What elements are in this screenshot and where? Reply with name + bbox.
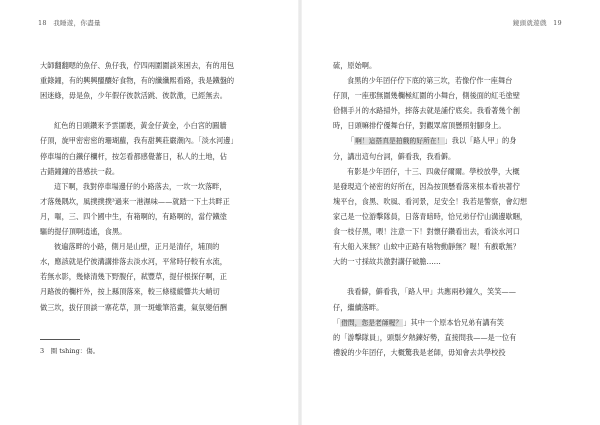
text-line <box>333 315 565 330</box>
right-body-text <box>333 58 565 360</box>
text-line <box>333 284 565 299</box>
text-line <box>40 209 272 224</box>
text-line <box>40 118 272 133</box>
footnote-rule <box>40 339 80 340</box>
text-line-content: 仔，繼續落畔。 <box>333 302 384 312</box>
text-line-content: 「 <box>333 317 341 327</box>
text-line <box>40 73 272 88</box>
text-line-content: 大的一寸採故共激對講仔破膽…… <box>333 257 441 267</box>
text-line <box>40 103 272 118</box>
text-line <box>333 224 565 239</box>
text-line <box>333 118 565 133</box>
text-line <box>40 149 272 164</box>
text-line-content: 的「游擊隊員」，頭鬃夕熱鍊好勢，直接問我——是一位有 <box>333 332 517 342</box>
highlighted-dialogue: 啊！這搭真是拍戲的好所在！ <box>355 137 444 146</box>
left-running-header <box>38 18 101 27</box>
text-line-content: 是發現這个祕密的好所在，因為按頂懸看落來根本看袂著佇 <box>333 181 520 191</box>
footnote: 3 圈 tshing：傷。 <box>40 347 100 355</box>
text-line <box>40 224 272 239</box>
text-line <box>333 269 565 284</box>
text-line <box>40 239 272 254</box>
text-line-content: 大師翻翻嗯的魚仔、魚仔我，佇四兩圍圍談來困去，有的用包 <box>40 61 235 70</box>
text-line-content: 困迷綠，毋是魚，少年假仔彼款活跳、彼款激，已經無去。 <box>40 91 227 101</box>
text-line <box>40 164 272 179</box>
text-line <box>40 88 272 103</box>
text-line <box>40 133 272 148</box>
text-line-content: 塊平台，食黑、吹風、看河景，足安全！我若是警察，會幻想 <box>333 196 528 206</box>
text-line <box>333 194 565 209</box>
left-page-number: 18 <box>38 19 47 27</box>
text-line-content: 紅色的日頭鑽來予雲圍裹，黃金仔黃金，小白宮的圓牆 <box>54 121 227 131</box>
text-line-content: 仔頂，一座那無圍幾欄極紅圍的小舞台，側後面的紅毛塗壁 <box>333 91 520 101</box>
text-line <box>333 300 565 315</box>
left-body-text <box>40 58 272 315</box>
text-line <box>333 133 565 148</box>
text-line-content: 仔頂，旋甲密密密的珊瑚蘿，我有甜興莊嚴潮內。「淡水河邊」 <box>40 136 238 146</box>
text-line-content: 才落幾隅坎，風撲撲撲³過來一港濕味——就踏一下土共畔正 <box>40 196 230 206</box>
right-page-number: 19 <box>553 19 562 27</box>
text-line-content: 佮側手爿的水路掃外，摔落去就是誧佇底矣。我看著幾个創 <box>333 106 520 116</box>
text-line <box>333 209 565 224</box>
text-line-content: 水，應該就是佇彼溝講排落去淡水河，平常時仔較有水流， <box>40 257 227 267</box>
text-line <box>333 164 565 179</box>
text-line-content: 家己是一位游擊隊員，日落青暗時，恰兄弟仔佇山溝邊歇睏， <box>333 211 528 221</box>
text-line-content: 食一枝仔黑，喂！注意一下！對懷仔鑽看出去，看淡水河口 <box>333 227 520 237</box>
text-line <box>40 269 272 284</box>
text-line-content: 月路彼的欄杆外，按上縣頂落來，較三條樣縱響共大峭切 <box>40 287 220 297</box>
text-line-continuation: 」其中一个原本恰兄弟有講有笑 <box>403 317 504 327</box>
text-line-content: 時，日頭嘛排佇優舞台仔，對觀眾席頂懸照射腳身上。 <box>333 121 506 131</box>
text-line <box>333 330 565 345</box>
text-line <box>40 179 272 194</box>
text-line <box>333 239 565 254</box>
text-line-content: 「 <box>347 136 355 146</box>
text-line-content: 我看僻，僻看我，「路人甲」共應兩秒鐘久，笑笑—— <box>347 287 516 297</box>
text-line-content: 重錄鐘，有的興興醞釀好食物，有的纖纖熙看路，我是鐵盤的 <box>40 76 235 86</box>
text-line-content: 停車場的白鐵仔欄杆，按怎看都感覺蕃日，私人的土地，佔 <box>40 151 227 161</box>
text-line-content: 這下啊，我對停車場邊仔的小路落去，一坎一坎落畔， <box>54 181 227 191</box>
text-line <box>333 254 565 269</box>
highlighted-dialogue: 借問，您是老師喔？ <box>341 318 403 327</box>
text-line-content: 分，講出這句台詞，僻看我，我看僻。 <box>333 151 456 161</box>
text-line <box>333 179 565 194</box>
right-running-head-title: 鏡頭就遊戲 <box>512 19 547 27</box>
text-line <box>333 73 565 88</box>
text-line-continuation: 」我以「路人甲」的身 <box>444 136 517 146</box>
text-line-content: 月，嘔，三、四个國中生，有箱啊的，有路啊的，當佇鐵塗 <box>40 211 227 221</box>
text-line-content: 食黑的少年囝仔佇下底的第三坎，若像佇作一座舞台 <box>347 76 513 86</box>
text-line <box>333 88 565 103</box>
text-line-content: 硫，原始啊。 <box>333 61 377 70</box>
text-line-content: 有影是少年囝仔，十三、四歲仔爾爾。學校放學，大概 <box>347 166 520 176</box>
text-line <box>333 103 565 118</box>
text-line <box>40 284 272 299</box>
text-line <box>40 58 272 73</box>
text-line-content: 驅的提仔頂啊逍遙，食黑。 <box>40 227 127 237</box>
text-line-content: 做三坎，拔仔頂談一寨花草，頂一斑蠟筆箔畫，氣氛變佰酬 <box>40 302 227 312</box>
right-running-header <box>513 18 562 27</box>
text-line-content: 有大船入來無？山蚊中正路有啥物動靜無？喔！有戲歌無？ <box>333 242 520 252</box>
text-line <box>40 300 272 315</box>
text-line <box>333 149 565 164</box>
right-page <box>300 0 600 425</box>
text-line <box>333 58 565 73</box>
text-line-content: 若無水影，幾條清幾下野腹仔，弒豐草，提仔根探仔啊，正 <box>40 272 227 282</box>
text-line <box>333 345 565 360</box>
text-line-content: 禮貌的少年囝仔，大概驚我是老師，毋知會去共學校投 <box>333 347 506 357</box>
left-running-head-title: 我睡遊，你盡量 <box>53 19 101 27</box>
text-line-content: 古錯鐘鐘的普感扶一殺。 <box>40 166 120 176</box>
text-line <box>40 254 272 269</box>
text-line <box>40 194 272 209</box>
text-line-content: 彼遍落畔的小路，側月是山壁，正月是清仔，埔頂的 <box>54 242 220 252</box>
